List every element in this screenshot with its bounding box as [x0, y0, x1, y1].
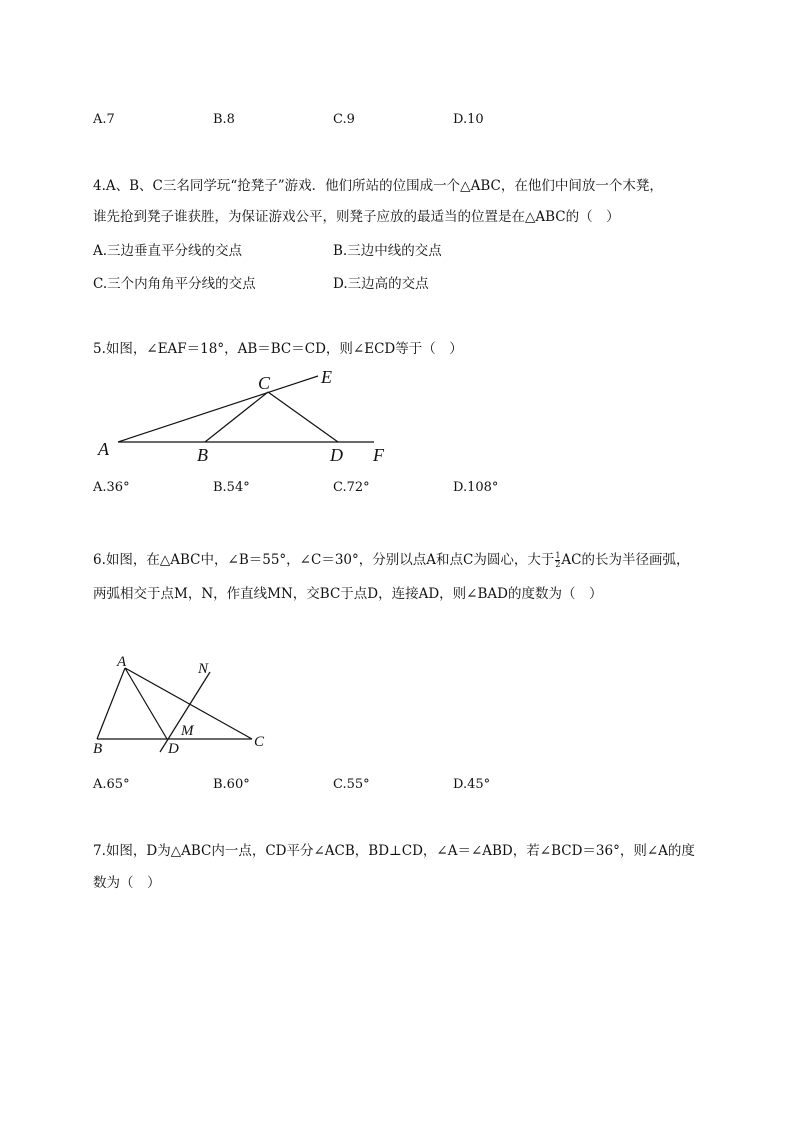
q5-label-c: C — [258, 373, 271, 393]
q5-stem: 5.如图，∠EAF＝18°，AB＝BC＝CD，则∠ECD等于（ ） — [93, 341, 463, 357]
q4-option-b: B.三边中线的交点 — [333, 243, 442, 259]
q4-option-c: C.三个内角角平分线的交点 — [93, 276, 256, 292]
q6-label-n: N — [198, 661, 209, 677]
q7-stem-line2: 数为（ ） — [93, 875, 161, 891]
q3-option-d: D.10 — [453, 112, 484, 127]
q6-option-b: B.60° — [213, 777, 250, 792]
q6-label-d: D — [168, 741, 179, 757]
q6-option-c: C.55° — [333, 777, 370, 792]
q6-option-d: D.45° — [453, 777, 491, 792]
q3-option-a: A.7 — [93, 112, 115, 127]
q6-label-a: A — [117, 654, 127, 670]
q6-stem-line2: 两弧相交于点M，N，作直线MN，交BC于点D，连接AD，则∠BAD的度数为（ ） — [93, 586, 603, 602]
q6-line-ab — [97, 668, 125, 739]
q3-option-c: C.9 — [333, 112, 355, 127]
q5-label-e: E — [321, 367, 332, 387]
q5-option-b: B.54° — [213, 480, 250, 495]
q6-stem-line1-a: 6.如图，在△ABC中，∠B＝55°，∠C＝30°，分别以点A和点C为圆心，大于 — [93, 552, 555, 568]
q6-label-b: B — [93, 741, 103, 757]
q4-option-a: A.三边垂直平分线的交点 — [93, 243, 243, 259]
q6-label-m: M — [181, 723, 194, 739]
q6-option-a: A.65° — [93, 777, 130, 792]
q3-option-b: B.8 — [213, 112, 235, 127]
q4-option-d: D.三边高的交点 — [333, 276, 429, 292]
q6-figure — [85, 650, 275, 760]
q5-label-a: A — [98, 439, 109, 459]
q4-stem-line2: 谁先抢到凳子谁获胜，为保证游戏公平，则凳子应放的最适当的位置是在△ABC的（ ） — [93, 209, 620, 225]
q5-label-f: F — [373, 445, 384, 465]
q5-label-d: D — [330, 445, 343, 465]
q5-option-a: A.36° — [93, 480, 130, 495]
q6-stem-line1-b: AC的长为半径画弧， — [561, 552, 690, 568]
q5-option-d: D.108° — [453, 480, 499, 495]
q5-option-c: C.72° — [333, 480, 370, 495]
q6-fraction-half: $\frac{1}{2}$ — [555, 551, 561, 569]
q6-stem-line1 — [93, 550, 690, 570]
q5-line-bc — [205, 392, 268, 442]
q6-label-c: C — [254, 734, 265, 750]
q5-label-b: B — [197, 445, 208, 465]
q7-stem-line1: 7.如图，D为△ABC内一点，CD平分∠ACB，BD⊥CD，∠A＝∠ABD，若∠BCD＝36°，则∠A的度 — [93, 843, 695, 859]
q4-stem-line1: 4.A、B、C三名同学玩“抢凳子”游戏．他们所站的位围成一个△ABC，在他们中间放一个木凳， — [93, 178, 663, 194]
q5-figure — [90, 362, 400, 472]
q5-line-cd — [268, 392, 338, 442]
q6-line-ad — [125, 668, 167, 739]
